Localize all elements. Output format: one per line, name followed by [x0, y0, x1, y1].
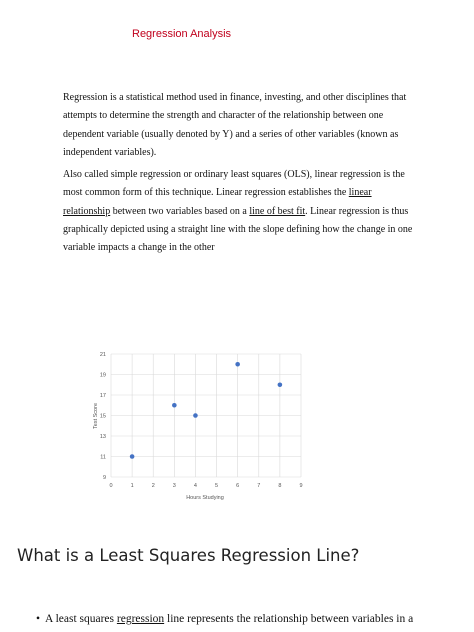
data-point: [172, 403, 177, 408]
y-tick-label: 11: [100, 454, 106, 461]
scatter-chart: [86, 344, 308, 506]
bullet-item: [36, 613, 474, 625]
scatter-chart-svg: [86, 344, 308, 506]
x-tick-label: 9: [299, 483, 303, 489]
paragraph-2-end: . Linear regression is thus graphically depicted using a straight line with the slope defining how the change in one variable impacts a change in the other: [63, 205, 413, 254]
x-tick-label: 6: [236, 483, 240, 489]
x-axis-label: Hours Studying: [186, 495, 224, 501]
bullet-prefix: A least squares: [45, 613, 117, 625]
y-tick-label: 13: [99, 434, 106, 440]
x-tick-label: 4: [193, 483, 197, 489]
y-tick-label: 17: [99, 393, 106, 399]
x-tick-label: 7: [257, 483, 261, 489]
y-tick-label: 19: [99, 372, 106, 379]
x-tick-label: 0: [109, 483, 113, 489]
x-tick-label: 3: [172, 483, 176, 489]
paragraph-2-mid: between two variables based on a: [110, 205, 250, 217]
data-point: [235, 362, 240, 367]
y-tick-label: 9: [102, 475, 106, 481]
y-axis-label: Test Score: [93, 403, 99, 429]
bullet-dot-icon: •: [36, 613, 41, 625]
data-point: [278, 382, 283, 387]
section-heading: What is a Least Squares Regression Line?: [17, 546, 360, 565]
line-of-best-fit-link[interactable]: line of best fit: [249, 205, 306, 217]
bullet-suffix: line represents the relationship between variables in a: [164, 613, 414, 625]
data-point: [130, 454, 135, 459]
paragraph-1: Regression is a statistical method used in finance, investing, and other disciplines that attempts to determine the strength and character of the relationship between one dependent variable (usually denoted by Y) and a series of other variables (known as independent variables).: [63, 92, 407, 158]
paragraph-2: [63, 166, 413, 257]
data-point: [193, 413, 198, 418]
x-tick-label: 8: [278, 483, 282, 489]
x-tick-label: 2: [151, 483, 155, 489]
x-tick-label: 1: [130, 483, 134, 489]
body-text: [63, 89, 413, 262]
y-tick-label: 21: [99, 352, 106, 358]
y-tick-label: 15: [99, 413, 106, 420]
linear-relationship-link[interactable]: linear relationship: [63, 187, 372, 217]
regression-link[interactable]: regression: [116, 613, 165, 625]
paragraph-2-intro: Also called simple regression or ordinary least squares (OLS), linear regression is the most common form of this technique. Linear regression establishes the: [63, 169, 405, 199]
document-title: Regression Analysis: [132, 28, 232, 40]
x-tick-label: 5: [215, 483, 219, 489]
